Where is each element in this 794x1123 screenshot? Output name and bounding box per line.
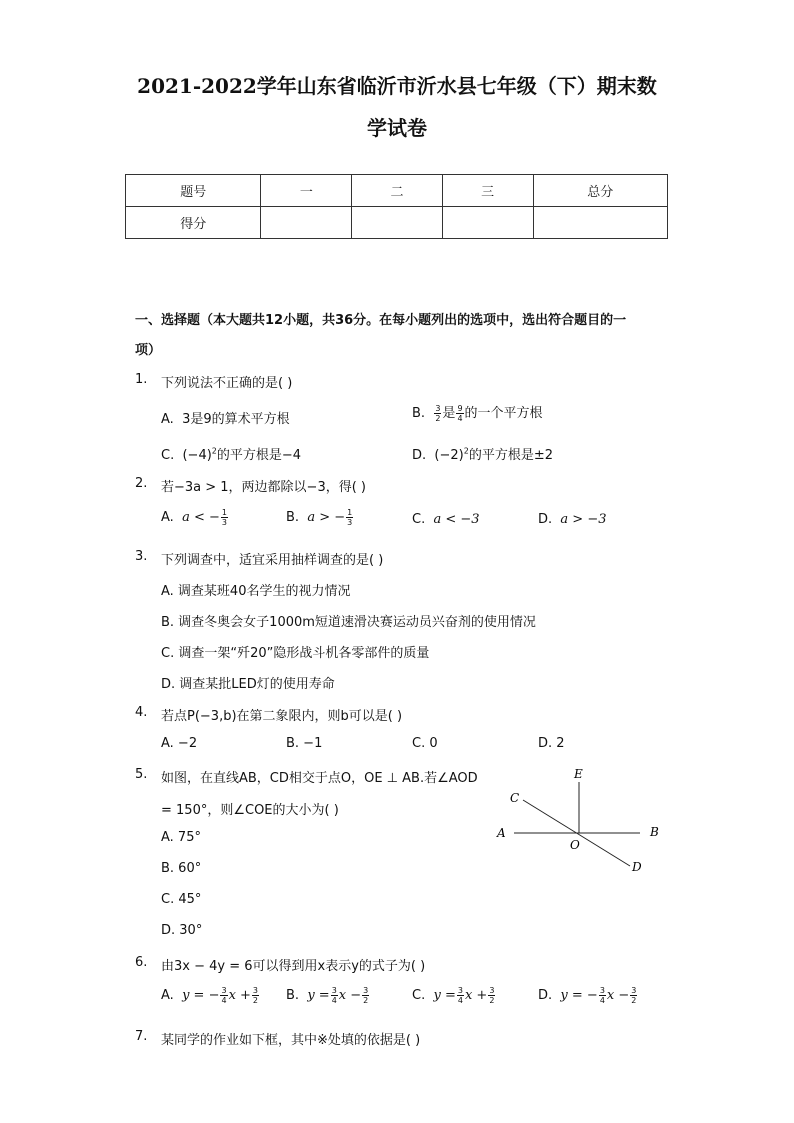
table-cell: 二 — [352, 175, 443, 207]
q2-stem: 若−3a > 1，两边都除以−3，得( ) — [161, 480, 366, 495]
label-b: B — [650, 825, 659, 839]
q4-option-c: C. 0 — [412, 736, 438, 751]
q4-option-d: D. 2 — [538, 736, 565, 751]
table-cell — [442, 207, 533, 239]
q2-number: 2. — [135, 476, 148, 491]
q5-stem: 如图，在直线AB，CD相交于点O，OE ⊥ AB.若∠AOD — [161, 771, 478, 786]
q1-option-a: A. 3是9的算术平方根 — [161, 412, 290, 427]
q6-option-c: C. y = $\frac{3}{4}$ x + $\frac{3}{2}$ — [412, 986, 495, 1005]
q5-option-a: A. 75° — [161, 830, 201, 845]
q7-stem: 某同学的作业如下框，其中※处填的依据是( ) — [161, 1033, 421, 1048]
label-d: D — [632, 860, 642, 874]
table-cell: 总分 — [533, 175, 668, 207]
q6-option-b: B. y = $\frac{3}{4}$ x − $\frac{3}{2}$ — [286, 986, 369, 1005]
q5-figure — [490, 760, 670, 880]
q6-stem: 由3x − 4y = 6可以得到用x表示y的式子为( ) — [161, 959, 426, 974]
q2-option-d: D. a > −3 — [538, 512, 607, 527]
q4-option-b: B. −1 — [286, 736, 323, 751]
label-a: A — [497, 826, 506, 840]
q3-option-a: A. 调查某班40名学生的视力情况 — [161, 584, 351, 599]
q6-option-a: A. y = − $\frac{3}{4}$ x + $\frac{3}{2}$ — [161, 986, 259, 1005]
q5-stem-line2: = 150°，则∠COE的大小为( ) — [161, 803, 339, 818]
table-cell — [533, 207, 668, 239]
label-o: O — [570, 838, 580, 852]
table-cell — [261, 207, 352, 239]
q1-option-b: B. $\frac{3}{2}$ 是 $\frac{9}{4}$ 的一个平方根 — [412, 404, 543, 423]
table-cell: 一 — [261, 175, 352, 207]
q2-option-b: B. a > − $\frac{1}{3}$ — [286, 508, 353, 527]
table-row — [126, 175, 668, 207]
page-title: 2021-2022学年山东省临沂市沂水县七年级（下）期末数 — [137, 74, 657, 98]
table-cell: 得分 — [126, 207, 261, 239]
table-row — [126, 207, 668, 239]
section-heading-line2: 项） — [135, 343, 162, 358]
table-cell: 题号 — [126, 175, 261, 207]
q1-option-c: C. $(-4)^2$的平方根是−4 — [161, 446, 302, 463]
label-e: E — [574, 767, 583, 781]
q5-option-c: C. 45° — [161, 892, 202, 907]
q4-option-a: A. −2 — [161, 736, 198, 751]
q4-number: 4. — [135, 705, 148, 720]
q4-stem: 若点P(−3,b)在第二象限内，则b可以是( ) — [161, 709, 403, 724]
q6-number: 6. — [135, 955, 148, 970]
q5-option-d: D. 30° — [161, 923, 203, 938]
label-c: C — [510, 791, 520, 805]
q1-option-d: D. $(-2)^2$的平方根是±2 — [412, 446, 553, 463]
q3-option-b: B. 调查冬奥会女子1000m短道速滑决赛运动员兴奋剂的使用情况 — [161, 615, 536, 630]
section-heading: 一、选择题（本大题共12小题，共36分。在每小题列出的选项中，选出符合题目的一 — [135, 313, 627, 328]
score-table — [125, 174, 668, 239]
q1-stem: 下列说法不正确的是( ) — [161, 376, 293, 391]
q6-option-d: D. y = − $\frac{3}{4}$ x − $\frac{3}{2}$ — [538, 986, 637, 1005]
q7-number: 7. — [135, 1029, 148, 1044]
table-cell: 三 — [442, 175, 533, 207]
table-cell — [352, 207, 443, 239]
q5-option-b: B. 60° — [161, 861, 202, 876]
q3-number: 3. — [135, 549, 148, 564]
q1-number: 1. — [135, 372, 148, 387]
q3-option-c: C. 调查一架“歼20”隐形战斗机各零部件的质量 — [161, 646, 430, 661]
q2-option-a: A. a < − $\frac{1}{3}$ — [161, 508, 227, 527]
page-title-line2: 学试卷 — [367, 116, 427, 140]
q3-option-d: D. 调查某批LED灯的使用寿命 — [161, 677, 335, 692]
q3-stem: 下列调查中，适宜采用抽样调查的是( ) — [161, 553, 384, 568]
q2-option-c: C. a < −3 — [412, 512, 480, 527]
q5-number: 5. — [135, 767, 148, 782]
